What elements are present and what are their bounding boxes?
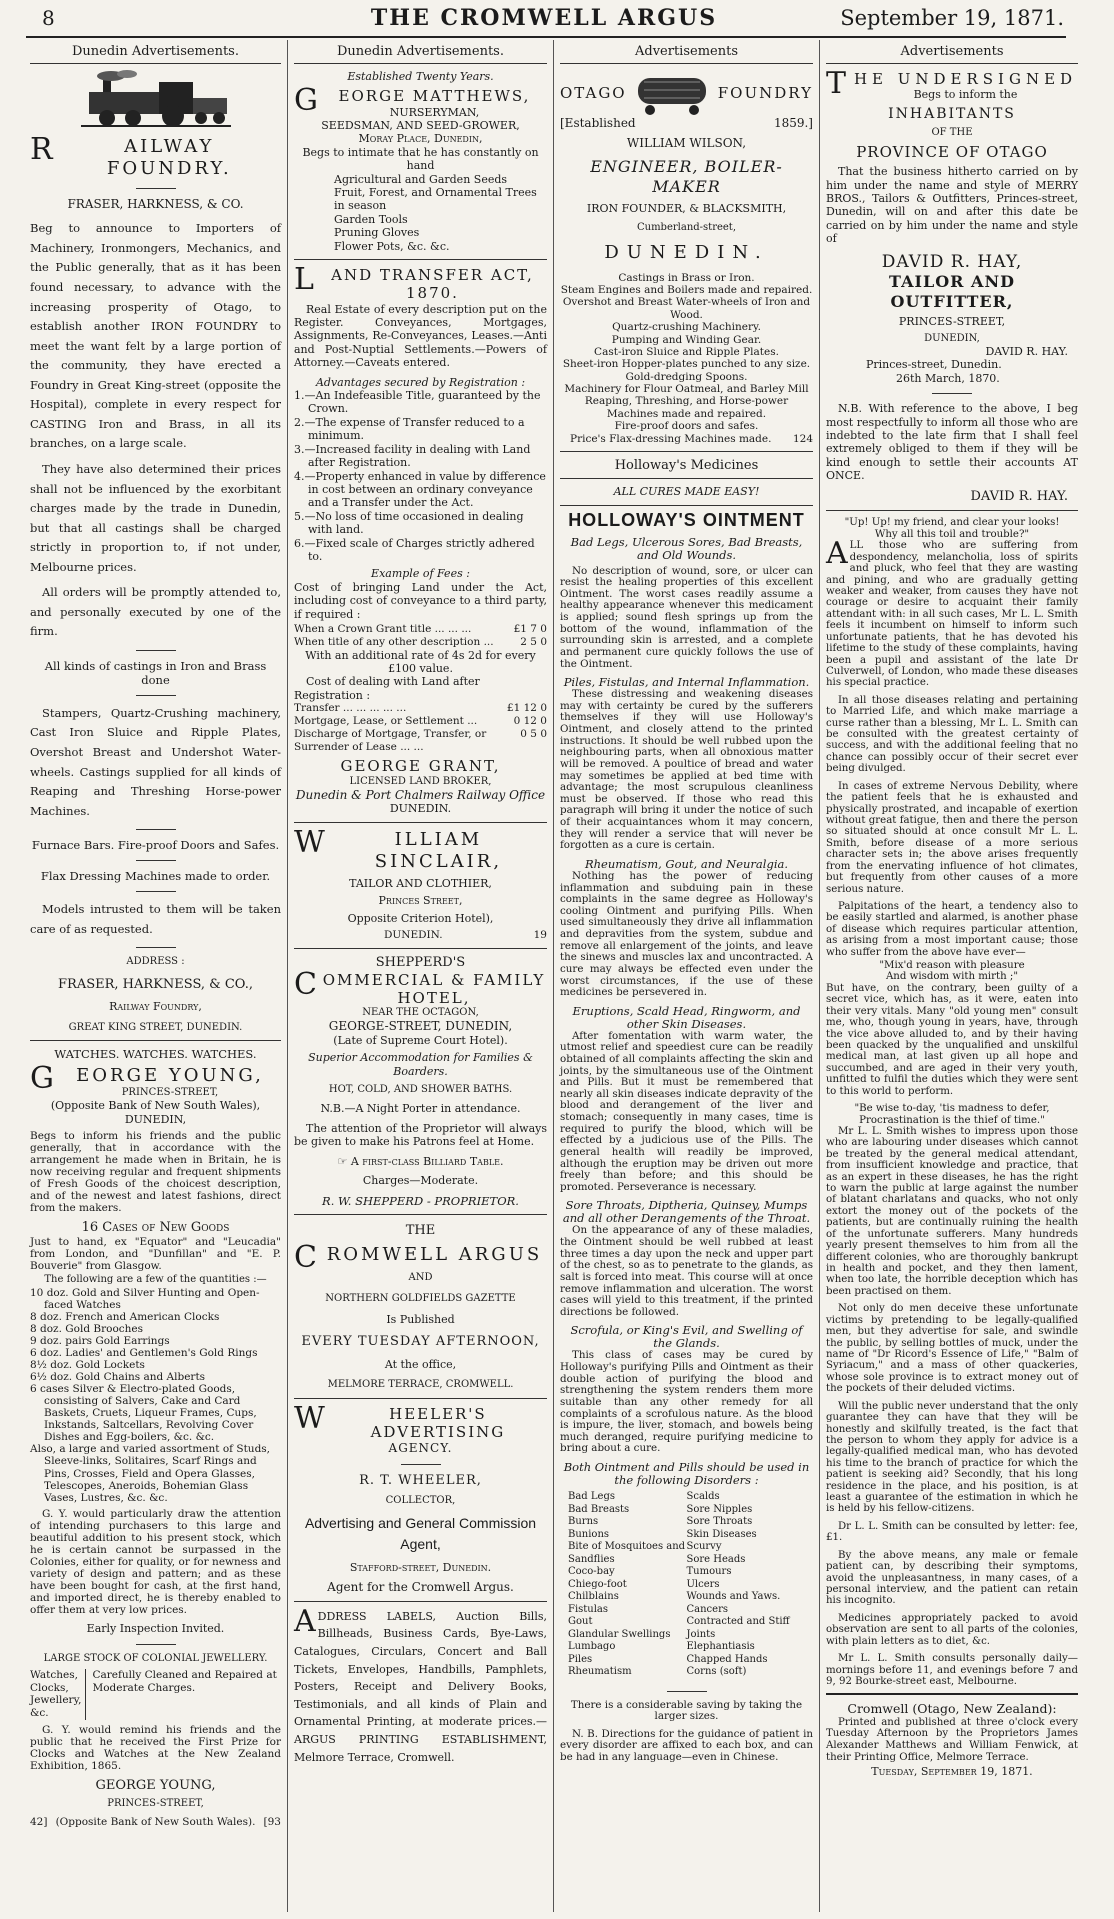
firm-name: FRASER, HARKNESS, & CO.: [67, 196, 244, 211]
directions-note: N. B. Directions for the guidance of patient in every disorder are affixed to each box, and can be had in any language—even in Chinese.: [560, 1727, 813, 1764]
advert-number: 42]: [30, 1816, 48, 1829]
list-item: 6 cases Silver & Electro-plated Goods, consisting of Salvers, Cake and Card Baskets, Cruets, Liqueur Frames, Cups, Inkstands, Saltcellars, Revolving Cover Dishes and Egg-boilers, &c. &c.: [30, 1383, 257, 1444]
address-line: GREAT KING STREET, DUNEDIN.: [68, 1021, 243, 1033]
section-heading: Dunedin Advertisements.: [30, 40, 281, 64]
advert-footer-text: (Opposite Bank of New South Wales).: [55, 1816, 256, 1829]
smith-paragraph: By the above means, any male or female patient can, by describing their symptoms, avoid the unpleasantness, in many cases, of a personal interview, and the patient can retain his incognito.: [826, 1549, 1078, 1607]
divider: [136, 829, 176, 830]
list-item: Scalds: [686, 1491, 720, 1503]
divider: [136, 695, 176, 696]
fee-label: Discharge of Mortgage, Transfer, or Surrender of Lease ... ...: [294, 727, 487, 753]
imprint-date: Tuesday, September 19, 1871.: [871, 1765, 1033, 1779]
foundry-paragraph: All kinds of castings in Iron and Brass done: [44, 658, 267, 687]
hotel-billiard: [294, 1155, 547, 1168]
divider: [136, 891, 176, 892]
list-item: Bad Legs: [568, 1491, 615, 1503]
printing-labels-advert: ADDRESS LABELS, Auction Bills, Billheads, Business Cards, Bye-Laws, Catalogues, Circulars, Concert and Ball Tickets, Envelopes, Handbills, Pamphlets, Posters, Receipt and Delivery Books, Testimonials, and all kinds of Plain and Ornamental Printing, at moderate prices.—ARGUS PRINTING ESTABLISHMENT, Melmore Terrace, Cromwell.: [294, 1603, 547, 1764]
fee-row: [294, 728, 547, 754]
quote-line: "Up! Up! my friend, and clear your looks!: [844, 517, 1060, 529]
boiler-engraving-icon: [632, 70, 712, 116]
verse-line: "Mix'd reason with pleasure: [879, 960, 1025, 972]
divider: [932, 393, 972, 394]
hotel-proprietor: R. W. SHEPPERD - PROPRIETOR.: [322, 1193, 519, 1208]
hay-sign: DAVID R. HAY.: [985, 344, 1068, 358]
list-item: Pruning Gloves: [334, 226, 420, 240]
repair-service: Carefully Cleaned and Repaired at Moderate Charges.: [85, 1669, 281, 1720]
list-item: Cast-iron Sluice and Ripple Plates.: [594, 345, 779, 358]
hotel-late: (Late of Supreme Court Hotel).: [333, 1034, 508, 1048]
foundry-paragraph: All orders will be promptly attended to, and personally executed by one of the firm.: [30, 585, 281, 639]
hay-sign: DAVID R. HAY.: [970, 488, 1068, 504]
quantities-intro: The following are a few of the quantities :—: [44, 1274, 267, 1286]
column-2: [288, 40, 554, 1912]
smith-paragraph: Medicines appropriately packed to avoid observation are sent to all parts of the colonies, with plain letters as to diet, &c.: [826, 1612, 1078, 1647]
hotel-attention: The attention of the Proprietor will always be given to make his Patrons feel at Home.: [294, 1121, 547, 1149]
street: PRINCES-STREET,: [121, 1086, 219, 1098]
wheeler-tagline: Advertising and General Commission Agent,: [304, 1514, 537, 1552]
hay-place: Princes-street, Dunedin.: [866, 358, 1002, 372]
column-1: [24, 40, 288, 1912]
list-item: Skin Diseases: [686, 1528, 757, 1540]
list-item: 6 doz. Ladies' and Gentlemen's Gold Rings: [30, 1346, 258, 1359]
holloway-motto: ALL CURES MADE EASY!: [613, 485, 760, 499]
argus-and: AND: [408, 1272, 433, 1284]
newspaper-title: THE CROMWELL ARGUS: [370, 5, 718, 31]
opposite: Opposite Criterion Hotel),: [347, 911, 494, 925]
fee-label: Transfer ... ... ... ... ...: [294, 702, 407, 715]
foundry-word: FOUNDRY: [717, 83, 813, 102]
opposite: (Opposite Bank of New South Wales),: [50, 1099, 261, 1113]
hay-name: DAVID R. HAY,: [881, 251, 1023, 272]
city: DUNEDIN,: [124, 1112, 187, 1126]
list-item: Glandular Swellings: [568, 1628, 671, 1640]
divider: [294, 822, 547, 823]
masthead: [24, 4, 1064, 34]
divider: [294, 1214, 547, 1215]
list-item: Tumours: [686, 1566, 732, 1578]
divider: [136, 860, 176, 861]
advert-number: 19: [533, 929, 547, 942]
repair-note: [30, 1669, 281, 1720]
dealing-intro: Cost of dealing with Land after Registration :: [294, 675, 480, 702]
smith-advert: [826, 517, 1078, 1687]
hotel-name: COMMERCIAL & FAMILY HOTEL,: [294, 966, 546, 1007]
land-transfer-title: LAND TRANSFER ACT, 1870.: [294, 262, 534, 303]
holloway-section: Holloway's Medicines: [560, 458, 813, 479]
smith-paragraph: But have, on the contrary, been guilty of a secret vice, which has, as it were, eaten into their very vitals. Many "old young men" consult me, who, though young in years, have, through the vice above alluded to, and by their having been quacked by the unqualified and unskilful medical man, at last given up all hope and succumbed, and are aged in their very youth, unfitted to fulfil the duties which they were sent to this world to perform.: [826, 982, 1078, 1097]
province: PROVINCE OF OTAGO: [856, 142, 1048, 161]
railway-foundry-title: RAILWAY FOUNDRY.: [30, 131, 232, 179]
argus-office: At the office,: [384, 1357, 457, 1371]
list-item: Sheet-iron Hopper-plates punched to any size.: [562, 358, 811, 371]
fee-row: [294, 702, 547, 715]
list-item: 8 doz. French and American Clocks: [30, 1310, 220, 1323]
smith-paragraph: ALL those who are suffering from despondency, melancholia, loss of spirits and pluck, who feel that they are wasting and pining, and who are gradually getting weaker and weaker, from causes they have not courage or desire to acquaint their family attendant with: in all such cases, Mr L. L. Smith feels it incumbent on himself to inform such unfortunate patients, that he has devoted his lifetime to the study of these complaints, having been a pupil and assistant of the late Dr Culverwell, of London, who made these diseases his special practice.: [826, 536, 1078, 689]
advert-footer: [30, 1816, 281, 1829]
list-item: Reaping, Threshing, and Horse-power Machines made and repaired.: [584, 395, 789, 420]
list-item: Also, a large and varied assortment of Studs, Sleeve-links, Solitaires, Scarf Rings and Pins, Crosses, Field and Opera Glasses, Telescopes, Aneroids, Bohemian Glass Vases, Lustres, &c. &c.: [30, 1443, 271, 1504]
address-firm: FRASER, HARKNESS, & CO.,: [58, 976, 253, 992]
fee-label: When title of any other description ...: [294, 635, 494, 648]
ailment-heading: Bad Legs, Ulcerous Sores, Bad Breasts, and Old Wounds.: [570, 534, 803, 562]
wheeler-title: WHEELER'S ADVERTISING: [294, 1400, 506, 1441]
broker-title: LICENSED LAND BROKER,: [349, 775, 492, 787]
hay-date: 26th March, 1870.: [896, 371, 1000, 385]
undersigned-heading: THE UNDERSIGNED: [826, 65, 1078, 101]
quote-line: Why all this toil and trouble?": [874, 528, 1030, 540]
hay-street: PRINCES-STREET,: [898, 315, 1006, 329]
list-item: Quartz-crushing Machinery.: [612, 321, 761, 334]
list-item: Sore Nipples: [686, 1503, 753, 1515]
smith-paragraph: Not only do men deceive these unfortunate victims by pretending to be legally-qualified men, but they advertise for sale, and swindle the public, by selling bottles of muck, under the name of "Dr Ricord's Essence of Life," "Balm of Syriacum," and a mass of other quackeries, whose sole province is to extract money out of the pockets of their deluded victims.: [826, 1303, 1078, 1395]
section-heading: Advertisements: [560, 40, 813, 64]
address: Moray Place, Dunedin,: [358, 132, 483, 146]
list-item: Bunions: [568, 1528, 610, 1540]
smith-paragraph: In cases of extreme Nervous Debility, where the patient feels that he is exhausted and physically prostrated, and incapable of exertion without great fatigue, then and there the person so situated should at once consult Mr L. L. Smith, before disease of a more serious character sets in; the above arises frequently from the enervating influence of hot climates, but frequently from other causes of a more serious nature.: [826, 780, 1078, 895]
jewellery-heading: LARGE STOCK OF COLONIAL JEWELLERY.: [43, 1652, 268, 1664]
otago-word: OTAGO: [560, 83, 627, 102]
list-item: Pumping and Winding Gear.: [611, 333, 762, 346]
locomotive-engraving-icon: [81, 70, 231, 128]
argus-place: MELMORE TERRACE, CROMWELL.: [327, 1379, 514, 1391]
holloway-title: HOLLOWAY'S OINTMENT: [560, 505, 813, 532]
list-item: Sore Throats: [686, 1516, 753, 1528]
trade: NURSERYMAN,: [389, 105, 480, 119]
hotel-charges: Charges—Moderate.: [362, 1174, 479, 1188]
fees-heading: Example of Fees :: [371, 567, 470, 581]
disorders-right: [687, 1491, 806, 1679]
watches-heading: WATCHES. WATCHES. WATCHES.: [54, 1046, 257, 1061]
fee-note: With an additional rate of 4s 2d for every £100 value.: [305, 648, 536, 675]
repair-items: Watches, Clocks, Jewellery, &c.: [30, 1668, 82, 1720]
ailment-paragraph: On the appearance of any of these maladies, the Ointment should be well rubbed at least three times a day upon the neck and upper part of the chest, so as to penetrate to the glands, as salt is forced into meat. This course will at once remove inflammation and ulceration. The worst cases will yield to this treatment, if the printed directions be followed.: [560, 1224, 813, 1318]
divider: [667, 1691, 707, 1692]
argus-the: THE: [405, 1222, 436, 1238]
ailment-heading: Piles, Fistulas, and Internal Inflammation.: [563, 675, 810, 690]
signature-street: PRINCES-STREET,: [107, 1798, 204, 1810]
goods-list: [30, 1287, 281, 1504]
signature-name: GEORGE YOUNG,: [95, 1778, 216, 1794]
wheeler-street: Stafford-street, Dunedin.: [349, 1560, 492, 1574]
hotel-baths: HOT, COLD, AND SHOWER BATHS.: [328, 1084, 513, 1096]
holloway-body: [560, 536, 813, 1764]
ailment-paragraph: These distressing and weakening diseases may with certainty be cured by the sufferers themselves if they will use Holloway's Ointment, and closely attend to the printed instructions. It should be well rubbed upon the neighbouring parts, when all obnoxious matter will be removed. A poultice of bread and water may sometimes be applied at bed time with advantage; the most scrupulous cleanliness must be observed. If those who read this paragraph will bring it under the notice of such of their acquaintances whom it may concern, they will render a service that will never be forgotten as a cure is certain.: [560, 688, 813, 852]
divider: [826, 510, 1078, 511]
stock-list: [294, 173, 547, 253]
list-item: Price's Flax-dressing Machines made.: [570, 432, 772, 445]
advantages-list: [294, 389, 547, 563]
intro: Begs to intimate that he has constantly on hand: [302, 145, 539, 173]
smith-paragraph: Palpitations of the heart, a tendency also to be easily startled and alarmed, is another phase of disease which requires particular attention, as arising from a most important cause; those who suffer from the above have ever—: [826, 900, 1078, 958]
list-item: Castings in Brass or Iron.: [618, 271, 755, 284]
fee-value: 0 12 0: [513, 714, 547, 727]
list-item: Elephantiasis: [686, 1641, 755, 1653]
begs-line: Begs to inform the: [913, 88, 1018, 102]
list-item: Agricultural and Garden Seeds: [334, 172, 508, 186]
list-item: 10 doz. Gold and Silver Hunting and Open-faced Watches: [30, 1286, 260, 1311]
of-the: OF THE: [931, 126, 973, 138]
divider: [136, 947, 176, 948]
wheeler-role: COLLECTOR,: [385, 1494, 456, 1506]
foundry-paragraph: They have also determined their prices shall not be influenced by the exorbitant charges made by the trade in Dunedin, but that all castings shall be charged strictly in proportion to, if not under, Melbourne prices.: [30, 461, 281, 574]
list-item: Machinery for Flour Oatmeal, and Barley Mill: [564, 383, 809, 396]
city-row: [294, 929, 547, 942]
ailment-heading: Sore Throats, Diptheria, Quinsey, Mumps and all other Derangements of the Throat.: [562, 1198, 811, 1226]
street: Cumberland-street,: [636, 221, 737, 233]
established-row: [560, 116, 813, 131]
fees-intro: Cost of bringing Land under the Act, including cost of conveyance to a third party, if required :: [294, 580, 547, 621]
list-item: 3.—Increased facility in dealing with Land after Registration.: [294, 442, 531, 470]
fee-value: 0 5 0: [520, 727, 547, 740]
masthead-rule: [26, 36, 1066, 38]
saving-note: There is a considerable saving by taking the larger sizes.: [570, 1698, 803, 1723]
advantages-heading: Advantages secured by Registration :: [315, 375, 526, 389]
list-item: Gout: [568, 1616, 593, 1628]
list-item: Scurvy: [686, 1541, 722, 1553]
divider: [294, 948, 547, 949]
wheeler-name: R. T. WHEELER,: [359, 1472, 482, 1488]
ailment-paragraph: Nothing has the power of reducing inflammation and subduing pain in these complaints in the same degree as Holloway's cooling Ointment and purifying Pills. When used simultaneously they drive all inflammation and depravities from the system, subdue and remove all enlargement of the joints, and leave the sinews and muscles lax and uncontracted. A cure may always be effected even under the worst circumstances, if the use of these medicines be persevered in.: [560, 869, 813, 999]
smith-paragraph: Will the public never understand that the only guarantee they can have that they will be honestly and skilfully treated, is the fact that the person to whom they apply for advice is a legally-qualified medical man, who has devoted his time to the branch of practice for which the patient is seeking aid? Secondly, that his long residence in the place, and his position, is at least a guarantee of the estimation in which he is held by his fellow-citizens.: [826, 1400, 1078, 1515]
list-item: 5.—No loss of time occasioned in dealing with land.: [294, 509, 524, 537]
argus-subtitle: NORTHERN GOLDFIELDS GAZETTE: [325, 1292, 516, 1304]
list-item: 6.—Fixed scale of Charges strictly adhered to.: [294, 536, 535, 563]
disorders-table: [560, 1487, 813, 1683]
argus-published: Is Published: [386, 1312, 455, 1326]
list-item: Garden Tools: [334, 212, 408, 226]
foundry-paragraph: Furnace Bars. Fire-proof Doors and Safes.: [31, 838, 280, 853]
wheeler-agency: AGENCY.: [388, 1441, 453, 1456]
list-item: Fistulas: [568, 1603, 609, 1615]
divider: [30, 1040, 281, 1041]
list-item: Steam Engines and Boilers made and repaired.: [560, 284, 813, 297]
list-item: Piles: [568, 1653, 593, 1665]
divider: [401, 1464, 441, 1465]
advertiser-name: GEORGE MATTHEWS,: [294, 83, 531, 119]
ailment-paragraph: This class of cases may be cured by Holloway's purifying Pills and Ointment as their double action of purifying the blood and strengthening the system renders them more suitable than any other remedy for all complaints of a scrofulous nature. As the blood is impure, the liver, stomach, and bowels being much deranged, require purifying medicine to bring about a cure.: [560, 1349, 813, 1455]
list-item: Fire-proof doors and safes.: [614, 420, 759, 433]
verse-line: "Be wise to-day, 'tis madness to defer,: [854, 1103, 1050, 1115]
inhabitants: INHABITANTS: [888, 105, 1016, 122]
fee-value: 2 5 0: [520, 635, 547, 648]
city: DUNEDIN.: [604, 241, 769, 263]
ailment-paragraph: No description of wound, sore, or ulcer can resist the healing properties of this excellent Ointment. The worst cases readily assume a healthy appearance whenever this medicament is applied; sound flesh springs up from the bottom of the wound, inflammation of the surrounding skin is arrested, and a complete and permanent cure quickly follows the use of the Ointment.: [560, 564, 813, 670]
divider: [136, 650, 176, 651]
trade: ENGINEER, BOILER-MAKER: [590, 157, 783, 196]
list-item: Chilblains: [568, 1591, 619, 1603]
column-4: [820, 40, 1084, 1912]
fee-row: [294, 715, 547, 728]
hotel-billiard-text: A first-class Billiard Table.: [350, 1154, 504, 1168]
otago-last-row: [560, 433, 813, 446]
ailment-paragraph: After fomentation with warm water, the utmost relief and speediest cure can be readily obtained of all complaints affecting the skin and joints, by the simultaneous use of the Ointment and Pills. But it must be remembered that nearly all skin diseases indicate depravity of the blood and derangement of the liver and stomach; consequently in many cases, time is required to purify the blood, which will be effected by a judicious use of the Pills. The general health will readily be improved, although the eruption may be driven out more freely than before; and this should be promoted. Perseverance is necessary.: [560, 1029, 813, 1193]
page-number: 8: [42, 6, 55, 30]
smith-paragraph: Mr L. L. Smith consults personally daily—mornings before 11, and evenings before 7 and 9, 92 Bourke-street east, Melbourne.: [826, 1653, 1078, 1687]
imprint-title: Cromwell (Otago, New Zealand):: [847, 1701, 1057, 1717]
hay-city: DUNEDIN,: [924, 332, 980, 344]
foundry-paragraph: Beg to announce to Importers of Machinery, Ironmongers, Mechanics, and the Public generally, that as it has been found necessary, to advance with the increasing prosperity of Otago, to establish another IRON FOUNDRY to meet the want felt by a large portion of the community, they have erected a Foundry in Great King-street (opposite the Hospital), complete in every respect for CASTING Iron and Brass, in all its branches, on a large scale.: [30, 221, 281, 451]
divider: [826, 1693, 1078, 1695]
fee-value: £1 12 0: [506, 702, 547, 715]
address-line: Railway Foundry,: [109, 1000, 202, 1014]
divider: [136, 1644, 176, 1645]
ailment-heading: Eruptions, Scald Head, Ringworm, and other Skin Diseases.: [572, 1003, 801, 1031]
divider: [136, 188, 176, 189]
list-item: Bite of Mosquitoes and Sandflies: [568, 1541, 686, 1565]
smith-paragraph: In all those diseases relating and pertaining to Married Life, and which make marriage a curse rather than a blessing, Mr L. L. Smith can be consulted with the greatest certainty of success, and with the additional feeling that no chance can possibly occur of their secret ever being divulged.: [826, 694, 1078, 775]
hotel-street: GEORGE-STREET, DUNEDIN,: [328, 1019, 513, 1034]
divider: [294, 259, 547, 260]
list-item: Wounds and Yaws.: [686, 1591, 781, 1603]
services-list: [560, 272, 813, 433]
ailment-heading: Rheumatism, Gout, and Neuralgia.: [584, 856, 789, 871]
list-item: Rheumatism: [568, 1666, 632, 1678]
verse-line: And wisdom with mirth ;": [885, 971, 1019, 983]
verse-line: Procrastination is the thief of time.": [859, 1114, 1045, 1126]
foundry-paragraph: Models intrusted to them will be taken care of as requested.: [30, 902, 281, 936]
trade: IRON FOUNDER, & BLACKSMITH,: [586, 202, 787, 216]
advertiser-name: WILLIAM SINCLAIR,: [294, 824, 503, 872]
list-item: 8½ doz. Gold Lockets: [30, 1358, 145, 1371]
divider: [560, 451, 813, 452]
divider: [294, 1398, 547, 1399]
smith-paragraph: Dr L. L. Smith can be consulted by letter: fee, £1.: [826, 1520, 1078, 1544]
list-item: 6½ doz. Gold Chains and Alberts: [30, 1371, 206, 1384]
ailment-heading: Scrofula, or King's Evil, and Swelling of the Glands.: [570, 1323, 803, 1351]
city: DUNEDIN.: [384, 929, 443, 942]
fee-label: When a Crown Grant title ... ... ...: [294, 622, 472, 635]
list-item: 4.—Property enhanced in value by difference in cost between an ordinary conveyance and a Transfer under the Act.: [294, 469, 546, 510]
list-item: Ulcers: [686, 1578, 720, 1590]
fee-label: Mortgage, Lease, or Settlement ...: [294, 714, 478, 727]
section-heading: Advertisements: [826, 40, 1078, 64]
list-item: Burns: [568, 1516, 599, 1528]
foundry-paragraph: Flax Dressing Machines made to order.: [40, 869, 271, 884]
land-intro: Real Estate of every description put on the Register. Conveyances, Mortgages, Assignments, Re-Conveyances, Leases.—Anti and Post-Nuptial Settlements.—Powers of Attorney.—Caveats entered.: [294, 302, 547, 370]
broker-name: GEORGE GRANT,: [340, 757, 501, 776]
list-item: Cancers: [686, 1603, 728, 1615]
hotel-near: NEAR THE OCTAGON,: [362, 1007, 479, 1019]
list-item: 2.—The expense of Transfer reduced to a minimum.: [294, 415, 525, 443]
otago-foundry-header: [560, 70, 813, 116]
new-goods-heading: 16 Cases of New Goods: [81, 1220, 230, 1236]
fee-row: [294, 636, 547, 649]
street: Princes Street,: [378, 894, 463, 908]
broker-office: Dunedin & Port Chalmers Railway Office: [295, 787, 546, 802]
argus-title: CROMWELL ARGUS: [294, 1240, 543, 1276]
section-heading: Dunedin Advertisements.: [294, 40, 547, 64]
smith-paragraph: Mr L. L. Smith wishes to impress upon those who are labouring under diseases which cannot be treated by the general medical attendant, from insufficient knowledge and practice, that as an expert in these diseases, he has the right to warn the public at large against the number of blatant charlatans and quacks, who not only extort the money out of the pockets of the patients, but are continually ruining the health of the unfortunate sufferers. Many hundreds yearly present themselves to him from all the different colonies, who are thoroughly bankrupt in health and pocket, and they then lament, when too late, the horrible deception which has been practised on them.: [826, 1125, 1078, 1297]
list-item: Fruit, Forest, and Ornamental Trees in season: [334, 186, 537, 213]
list-item: Bad Breasts: [568, 1503, 630, 1515]
argus-day: EVERY TUESDAY AFTERNOON,: [301, 1334, 540, 1350]
hay-body: That the business hitherto carried on by him under the name and style of MERRY BROS., Tailors & Outfitters, Princes-street, Dunedin, will on and after this date be carried on by him under the name and style of: [826, 165, 1078, 246]
advert-number: 124: [792, 432, 813, 445]
young-intro: Begs to inform his friends and the public generally, that in accordance with the arrangement he made when in Britain, he is now receiving regular and frequent shipments of Fresh Goods of the choicest description, and of the newest and latest fashions, direct from the makers.: [30, 1129, 281, 1215]
fee-row: [294, 623, 547, 636]
established-year: 1859.]: [773, 115, 813, 130]
list-item: Overshot and Breast Water-wheels of Iron and Wood.: [562, 296, 811, 321]
hotel-accommodation: Superior Accommodation for Families & Boarders.: [308, 1051, 533, 1078]
shipment-note: Just to hand, ex "Equator" and "Leucadia" from London, and "Dunfillan" and "E. P. Bouverie" from Glasgow.: [30, 1236, 281, 1273]
advertiser-name: GEORGE YOUNG,: [30, 1060, 264, 1096]
established-label: [Established: [560, 115, 636, 130]
owner: WILLIAM WILSON,: [626, 136, 747, 151]
list-item: Contracted and Stiff Joints: [686, 1616, 790, 1640]
list-item: 9 doz. pairs Gold Earrings: [30, 1334, 170, 1347]
inspection-note: Early Inspection Invited.: [86, 1622, 225, 1636]
list-item: Chiego-foot: [568, 1578, 627, 1590]
list-item: Flower Pots, &c. &c.: [334, 239, 450, 253]
disorders-heading: Both Ointment and Pills should be used in the following Disorders :: [563, 1460, 810, 1488]
broker-city: DUNEDIN.: [389, 802, 452, 816]
column-3: [554, 40, 820, 1912]
prize-note: G. Y. would remind his friends and the public that he received the First Prize for Clocks and Watches at the New Zealand Exhibition, 1865.: [30, 1724, 281, 1773]
list-item: Sore Heads: [686, 1553, 746, 1565]
list-item: 8 doz. Gold Brooches: [30, 1322, 144, 1335]
issue-date: September 19, 1871.: [840, 6, 1064, 30]
list-item: Corns (soft): [686, 1666, 747, 1678]
young-attention: G. Y. would particularly draw the attention of intending purchasers to this large and beautiful addition to his present stock, which he is certain cannot be surpassed in the Colonies, either for quality, or for newness and variety of design and pattern; and as these have been bought for cash, at the first hand, and imported direct, he is thereby enabled to offer them at very low prices.: [30, 1507, 281, 1617]
hay-nb: N.B. With reference to the above, I beg most respectfully to inform all those who are indebted to the late firm that I shall feel extremely obliged to them if they will be kind enough to settle their accounts AT ONCE.: [826, 402, 1078, 483]
trade: SEEDSMAN, AND SEED-GROWER,: [321, 118, 520, 132]
list-item: 1.—An Indefeasible Title, guaranteed by the Crown.: [294, 389, 541, 416]
advert-number: [93: [263, 1816, 281, 1829]
list-item: Coco-bay: [568, 1566, 615, 1578]
list-item: Chapped Hands: [686, 1653, 768, 1665]
foundry-paragraph: Stampers, Quartz-Crushing machinery, Cast Iron Sluice and Ripple Plates, Overshot Breast and Undershot Water-wheels. Castings supplied for all kinds of Reaping and Threshing Horse-power Machines.: [30, 705, 281, 818]
list-item: Gold-dredging Spoons.: [625, 370, 748, 383]
established-note: Established Twenty Years.: [347, 69, 494, 83]
trade: TAILOR AND CLOTHIER,: [349, 876, 492, 890]
list-item: Lumbago: [568, 1641, 616, 1653]
address-label: ADDRESS :: [126, 956, 185, 968]
disorders-left: [568, 1491, 687, 1679]
divider: [294, 1601, 547, 1602]
wheeler-agent: Agent for the Cromwell Argus.: [327, 1580, 514, 1595]
pointing-hand-icon: ☞: [337, 1154, 351, 1168]
hotel-porter: N.B.—A Night Porter in attendance.: [320, 1102, 521, 1116]
imprint-body: Printed and published at three o'clock every Tuesday Afternoon by the Proprietors James Alexander Matthews and William Fenwick, at their Printing Office, Melmore Terrace.: [826, 1716, 1078, 1763]
fee-value: £1 7 0: [513, 622, 547, 635]
hotel-owner: SHEPPERD'S: [375, 954, 466, 970]
hay-trade: TAILOR AND OUTFITTER,: [889, 272, 1015, 311]
